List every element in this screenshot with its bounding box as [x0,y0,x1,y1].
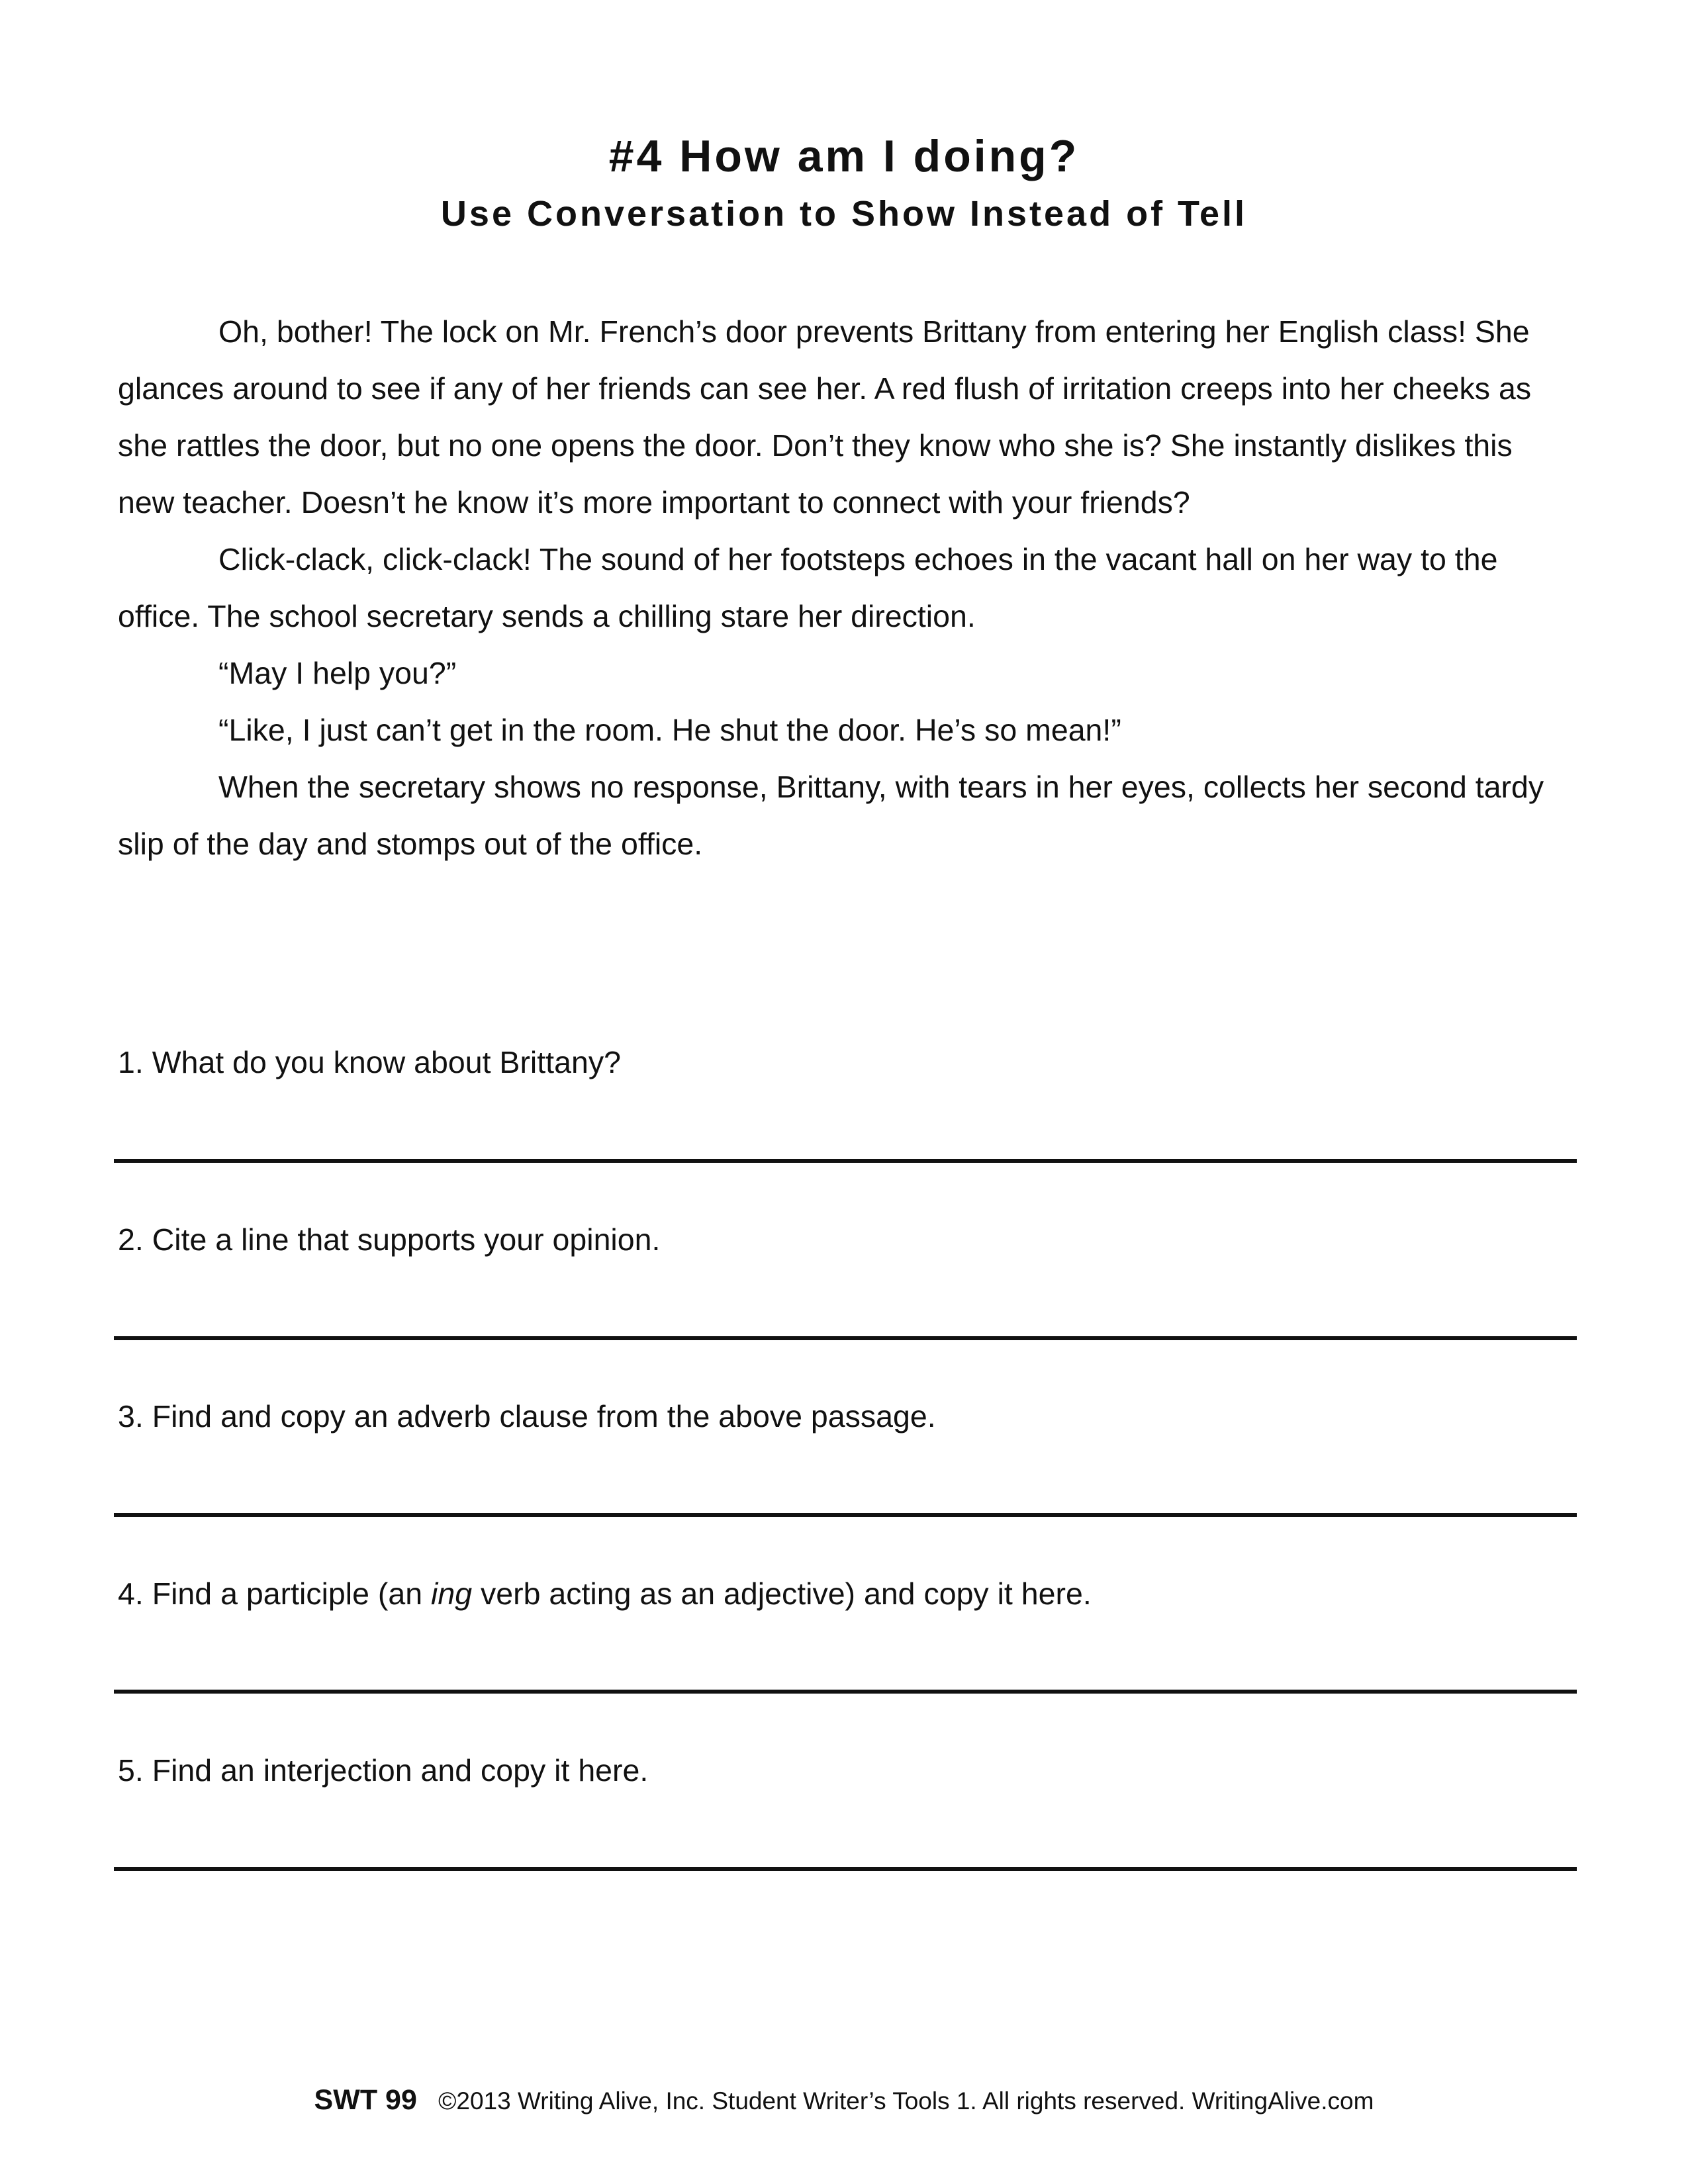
answer-line-1[interactable] [114,1159,1577,1163]
story-passage [118,303,1574,872]
question-4-italic: ing [431,1576,473,1611]
question-4-text-end: verb acting as an adjective) and copy it here. [472,1576,1092,1611]
answer-line-3[interactable] [114,1513,1577,1517]
page-code: SWT 99 [314,2084,417,2116]
passage-paragraph: “May I help you?” [218,656,457,690]
question-4 [118,1574,1574,1614]
answer-line-5[interactable] [114,1867,1577,1871]
worksheet-title: #4 How am I doing? [608,131,1080,181]
page-footer [0,2083,1688,2118]
question-1: 1. What do you know about Brittany? [118,1045,621,1079]
answer-line-2[interactable] [114,1336,1577,1340]
copyright-notice: ©2013 Writing Alive, Inc. Student Writer’s Tools 1. All rights reserved. WritingAlive.com [438,2087,1374,2115]
answer-line-4[interactable] [114,1690,1577,1694]
question-4-text: 4. Find a participle (an [118,1576,431,1611]
passage-paragraph: Click-clack, click-clack! The sound of her footsteps echoes in the vacant hall on her way to the office. The school secretary sends a chilling stare her direction. [118,542,1498,633]
passage-paragraph: Oh, bother! The lock on Mr. French’s door prevents Brittany from entering her English class! She glances around to see if any of her friends can see her. A red flush of irritation creeps into her cheeks as she rattles the door, but no one opens the door. Don’t they know who she is? She instantly dislikes this new teacher. Doesn’t he know it’s more important to connect with your friends? [118,314,1532,520]
question-2: 2. Cite a line that supports your opinion. [118,1222,661,1257]
passage-paragraph: When the secretary shows no response, Brittany, with tears in her eyes, collects her second tardy slip of the day and stomps out of the office. [118,770,1544,861]
worksheet-subtitle: Use Conversation to Show Instead of Tell [440,194,1248,234]
passage-paragraph: “Like, I just can’t get in the room. He shut the door. He’s so mean!” [218,713,1121,747]
question-5: 5. Find an interjection and copy it here. [118,1753,649,1788]
question-3: 3. Find and copy an adverb clause from the above passage. [118,1399,936,1433]
